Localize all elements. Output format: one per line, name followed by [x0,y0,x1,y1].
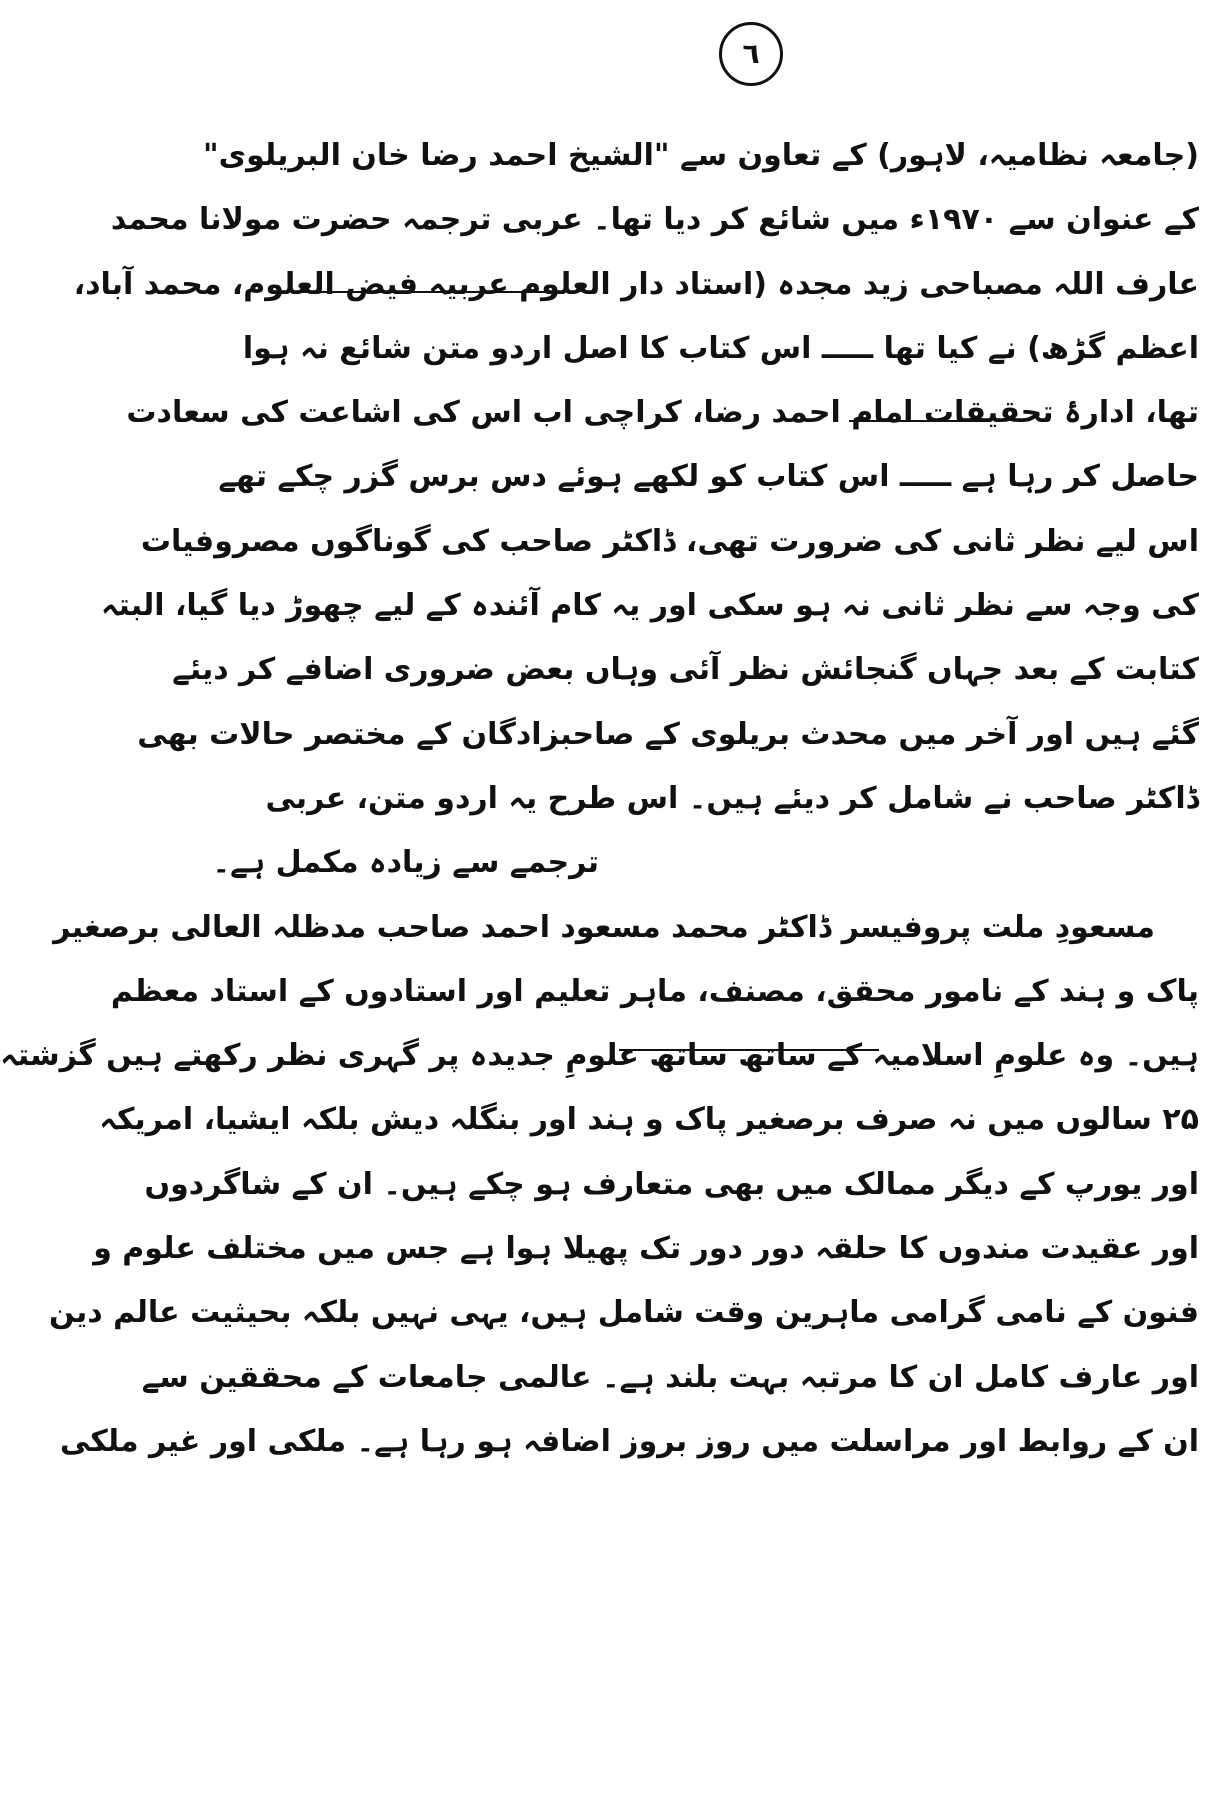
text-line: حاصل کر رہا ہے ـــــ اس کتاب کو لکھے ہوئے دس برس گزر چکے تھے [218,459,1199,495]
text-line: کی وجہ سے نظر ثانی نہ ہو سکی اور یہ کام آئندہ کے لیے چھوڑ دیا گیا، البتہ [100,588,1199,624]
text-line: ۲۵ سالوں میں نہ صرف برصغیر پاک و ہند اور بنگلہ دیش بلکہ ایشیا، امریکہ [99,1102,1199,1138]
paragraph-2 [0,896,1199,1475]
text-line: اور یورپ کے دیگر ممالک میں بھی متعارف ہو چکے ہیں۔ ان کے شاگردوں [144,1166,1199,1202]
text-line: ترجمے سے زیادہ مکمل ہے۔ [212,845,599,881]
text-line: ان کے روابط اور مراسلت میں روز بروز اضافہ ہو رہا ہے۔ ملکی اور غیر ملکی [59,1423,1199,1459]
page-number-circle [719,22,783,86]
text-line: فنون کے نامی گرامی ماہرین وقت شامل ہیں، یہی نہیں بلکہ بحیثیت عالم دین [48,1295,1199,1331]
paragraph-1 [73,124,1199,896]
text-line: کتابت کے بعد جہاں گنجائش نظر آئی وہاں بعض ضروری اضافے کر دیئے [172,652,1199,688]
text-line: مسعودِ ملت پروفیسر ڈاکٹر محمد مسعود احمد صاحب مدظلہ العالی برصغیر [53,909,1155,945]
text-line: اور عقیدت مندوں کا حلقہ دور دور تک پھیلا ہوا ہے جس میں مختلف علوم و [93,1231,1199,1267]
text-line: (جامعہ نظامیہ، لاہور) کے تعاون سے "الشیخ احمد رضا خان البریلوی" [202,138,1199,173]
text-line: گئے ہیں اور آخر میں محدث بریلوی کے صاحبزادگان کے مختصر حالات بھی [137,716,1199,752]
page-number: ٦ [742,37,760,70]
text-line: اعظم گڑھ) نے کیا تھا ـــــ اس کتاب کا اصل اردو متن شائع نہ ہوا [242,330,1199,366]
text-line: ڈاکٹر صاحب نے شامل کر دیئے ہیں۔ اس طرح یہ اردو متن، عربی [265,780,1199,816]
text-line: تھا، ادارۂ تحقیقات امام احمد رضا، کراچی اب اس کی اشاعت کی سعادت [126,395,1199,431]
text-line: اور عارف کامل ان کا مرتبہ بہت بلند ہے۔ عالمی جامعات کے محققین سے [141,1359,1199,1395]
text-line: پاک و ہند کے نامور محقق، مصنف، ماہر تعلیم اور استادوں کے استاد معظم [110,973,1199,1009]
text-line: ہیں۔ وہ علومِ اسلامیہ کے ساتھ ساتھ علومِ جدیدہ پر گہری نظر رکھتے ہیں گزشتہ [0,1038,1199,1074]
text-line: اس لیے نظر ثانی کی ضرورت تھی، ڈاکٹر صاحب کی گوناگوں مصروفیات [140,523,1199,559]
text-line: عارف اللہ مصباحی زید مجدہ (استاد دار العلوم عربیہ فیض العلوم، محمد آباد، [73,266,1199,302]
body-text [0,124,1199,1474]
text-line: کے عنوان سے ۱۹۷۰ء میں شائع کر دیا تھا۔ عربی ترجمہ حضرت مولانا محمد [110,202,1199,238]
